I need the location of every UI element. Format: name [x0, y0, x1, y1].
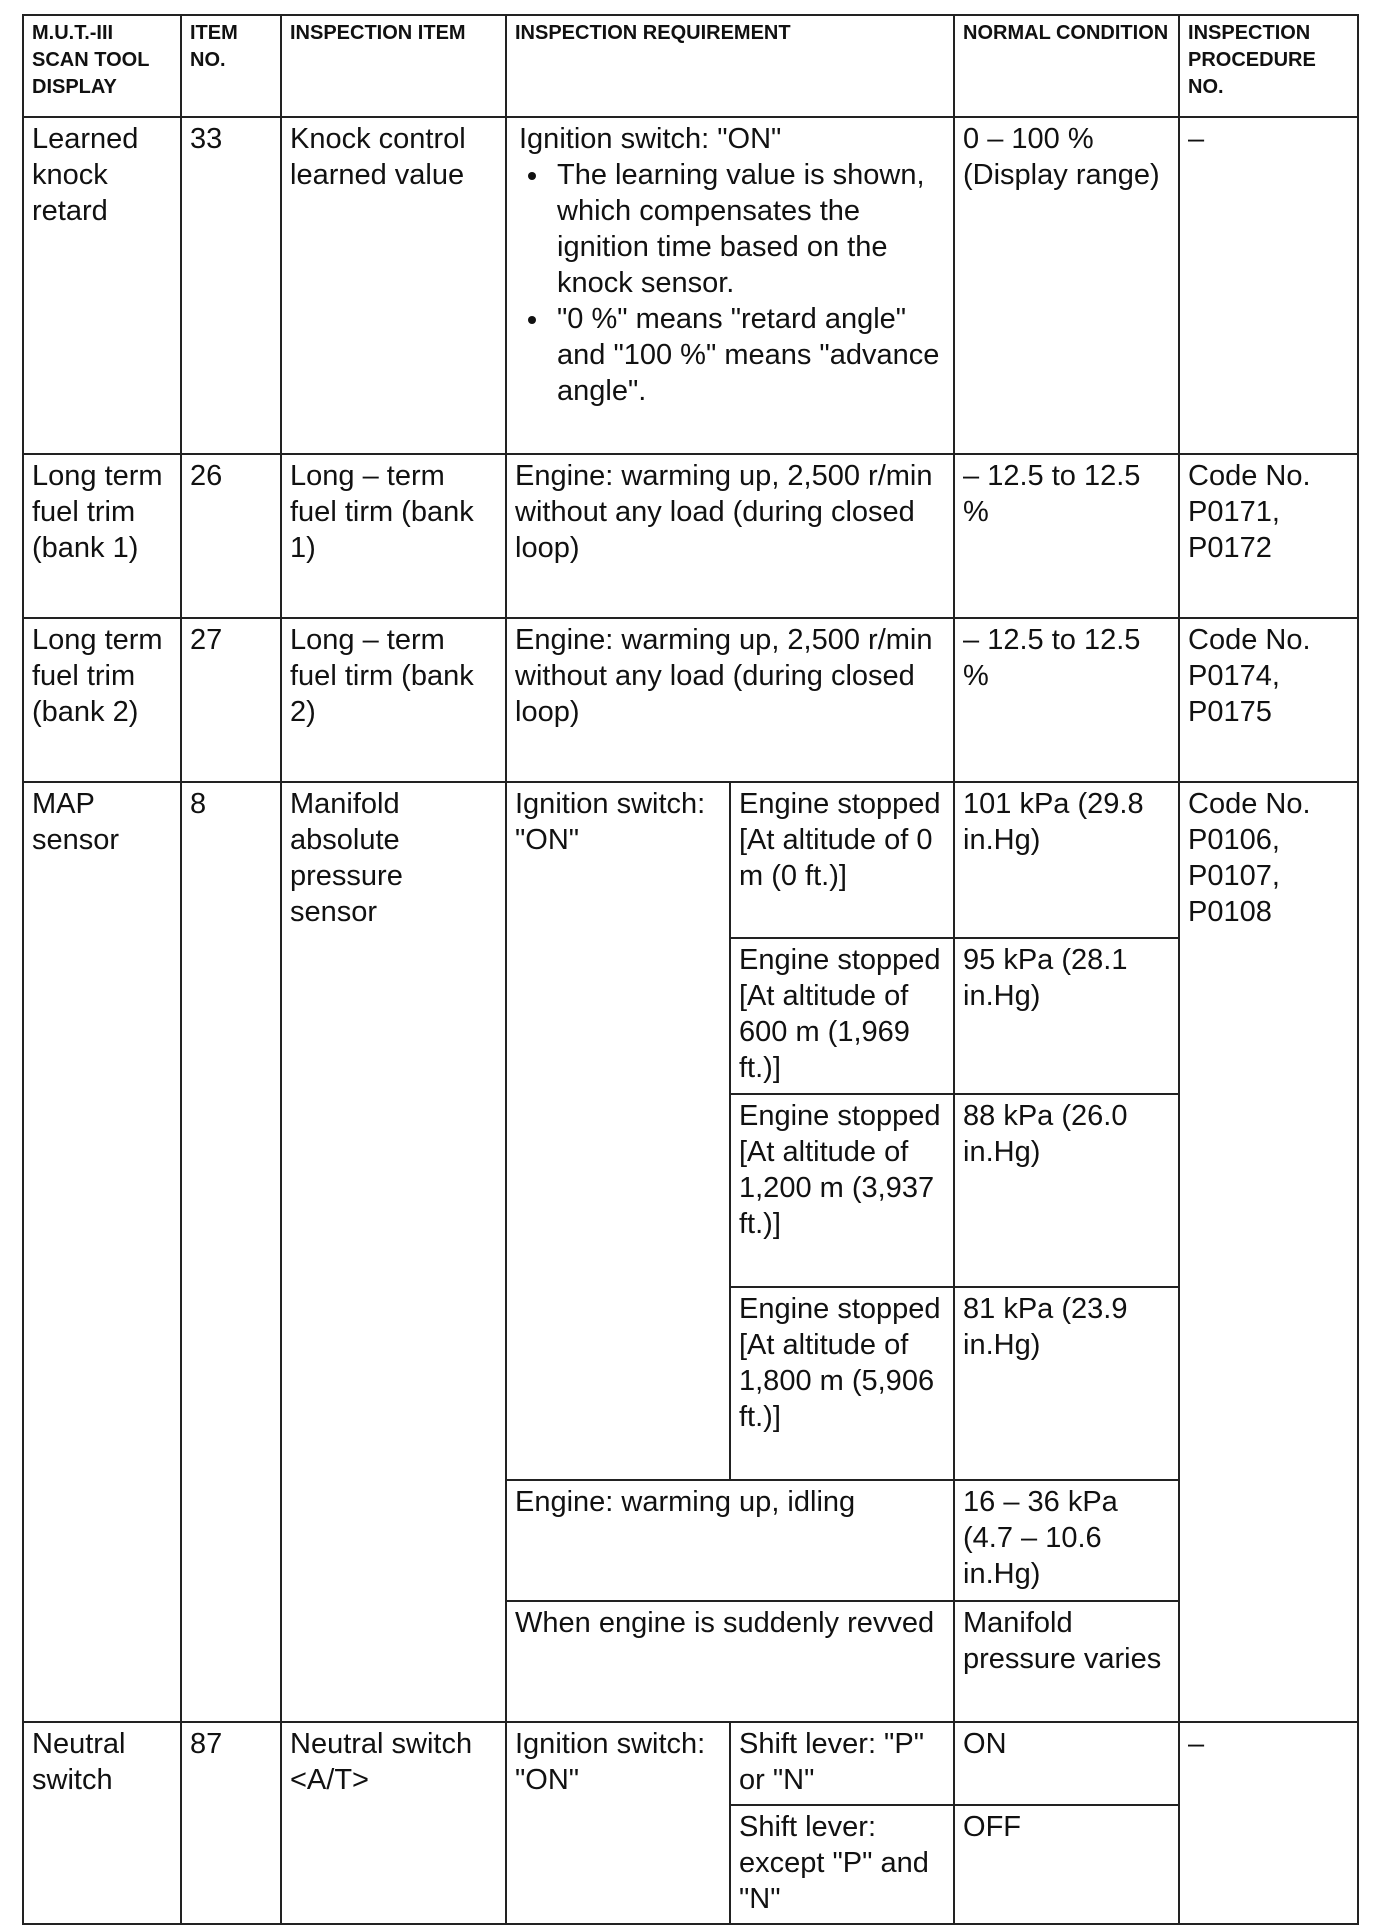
cell-requirement-sub: Engine stopped [At altitude of 0 m (0 ft.)] — [730, 782, 954, 938]
table-row — [23, 782, 1358, 938]
cell-item-no: 33 — [181, 117, 281, 454]
cell-requirement-sub: Engine stopped [At altitude of 600 m (1,969 ft.)] — [730, 938, 954, 1094]
table-row — [23, 454, 1358, 618]
cell-normal-condition: 95 kPa (28.1 in.Hg) — [954, 938, 1179, 1094]
cell-inspection-item: Manifold absolute pressure sensor — [281, 782, 506, 1722]
cell-requirement: Engine: warming up, 2,500 r/min without any load (during closed loop) — [506, 454, 954, 618]
table-row — [23, 618, 1358, 782]
cell-normal-condition: 88 kPa (26.0 in.Hg) — [954, 1094, 1179, 1287]
header-normal-condition: NORMAL CONDITION — [954, 15, 1179, 117]
cell-procedure-no: Code No. P0106, P0107, P0108 — [1179, 782, 1358, 1722]
cell-requirement-sub: Engine stopped [At altitude of 1,800 m (5,906 ft.)] — [730, 1287, 954, 1480]
cell-inspection-item: Long – term fuel tirm (bank 1) — [281, 454, 506, 618]
cell-requirement: When engine is suddenly revved — [506, 1601, 954, 1722]
header-item-no: ITEM NO. — [181, 15, 281, 117]
cell-display: Long term fuel trim (bank 2) — [23, 618, 181, 782]
cell-normal-condition: – 12.5 to 12.5 % — [954, 454, 1179, 618]
list-item: • "0 %" means "retard angle" and "100 %" means "advance angle". — [551, 301, 945, 409]
requirement-intro: Ignition switch: "ON" — [519, 123, 782, 155]
cell-requirement-sub: Shift lever: except "P" and "N" — [730, 1805, 954, 1924]
cell-item-no: 87 — [181, 1722, 281, 1924]
inspection-table — [22, 14, 1359, 1925]
cell-requirement-main: Ignition switch: "ON" — [506, 1722, 730, 1924]
cell-requirement — [506, 117, 954, 454]
cell-inspection-item: Knock control learned value — [281, 117, 506, 454]
cell-normal-condition: 101 kPa (29.8 in.Hg) — [954, 782, 1179, 938]
cell-procedure-no: – — [1179, 117, 1358, 454]
cell-display: MAP sensor — [23, 782, 181, 1722]
cell-display: Learned knock retard — [23, 117, 181, 454]
cell-inspection-item: Long – term fuel tirm (bank 2) — [281, 618, 506, 782]
cell-normal-condition: ON — [954, 1722, 1179, 1805]
cell-normal-condition: – 12.5 to 12.5 % — [954, 618, 1179, 782]
header-display: M.U.T.-III SCAN TOOL DISPLAY — [23, 15, 181, 117]
cell-requirement: Engine: warming up, 2,500 r/min without any load (during closed loop) — [506, 618, 954, 782]
cell-requirement-sub: Shift lever: "P" or "N" — [730, 1722, 954, 1805]
table-row — [23, 117, 1358, 454]
cell-display: Neutral switch — [23, 1722, 181, 1924]
cell-requirement: Engine: warming up, idling — [506, 1480, 954, 1601]
cell-inspection-item: Neutral switch <A/T> — [281, 1722, 506, 1924]
cell-normal-condition: 16 – 36 kPa (4.7 – 10.6 in.Hg) — [954, 1480, 1179, 1601]
cell-procedure-no: – — [1179, 1722, 1358, 1924]
cell-item-no: 8 — [181, 782, 281, 1722]
cell-item-no: 26 — [181, 454, 281, 618]
cell-normal-condition: 0 – 100 % (Display range) — [954, 117, 1179, 454]
header-row — [23, 15, 1358, 117]
cell-display: Long term fuel trim (bank 1) — [23, 454, 181, 618]
header-inspection-requirement: INSPECTION REQUIREMENT — [506, 15, 954, 117]
requirement-bullets — [515, 157, 945, 409]
header-inspection-item: INSPECTION ITEM — [281, 15, 506, 117]
table-row — [23, 1722, 1358, 1805]
cell-procedure-no: Code No. P0171, P0172 — [1179, 454, 1358, 618]
cell-procedure-no: Code No. P0174, P0175 — [1179, 618, 1358, 782]
cell-normal-condition: 81 kPa (23.9 in.Hg) — [954, 1287, 1179, 1480]
cell-requirement-sub: Engine stopped [At altitude of 1,200 m (3,937 ft.)] — [730, 1094, 954, 1287]
cell-normal-condition: OFF — [954, 1805, 1179, 1924]
cell-normal-condition: Manifold pressure varies — [954, 1601, 1179, 1722]
list-item: • The learning value is shown, which compensates the ignition time based on the knock sensor. — [551, 157, 945, 301]
header-procedure-no: INSPECTION PROCEDURE NO. — [1179, 15, 1358, 117]
cell-item-no: 27 — [181, 618, 281, 782]
cell-requirement-main: Ignition switch: "ON" — [506, 782, 730, 1480]
